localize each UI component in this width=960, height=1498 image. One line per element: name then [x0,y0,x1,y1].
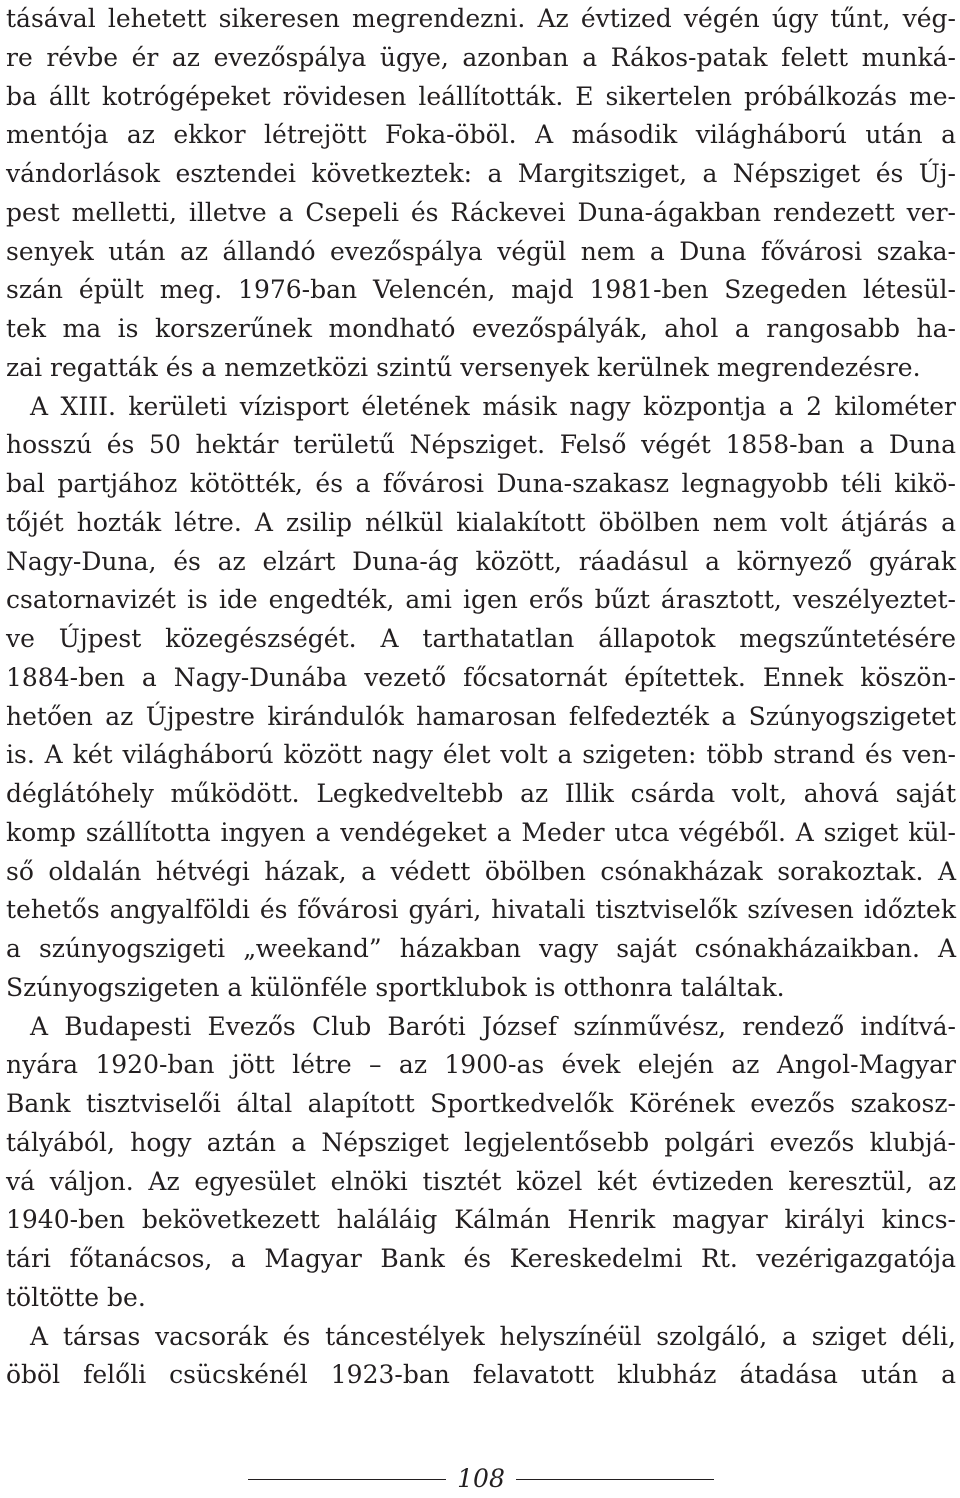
text-line: mentója az ekkor létrejött Foka-öböl. A második világháború után a [6,120,956,150]
text-line: komp szállította ingyen a vendégeket a Meder utca végéből. A sziget kül- [6,817,956,847]
text-line: szán épült meg. 1976-ban Velencén, majd 1981-ben Szegeden létesül- [6,275,956,305]
text-line: tehetős angyalföldi és fővárosi gyári, hivatali tisztviselők szívesen időztek [6,895,956,925]
text-line: A XIII. kerületi vízisport életének másik nagy központja a 2 kilométer [30,391,956,421]
page-number: 108 [457,1464,505,1493]
text-line: tek ma is korszerűnek mondható evezőspályák, ahol a rangosabb ha- [6,314,956,343]
text-line: vá váljon. Az egyesület elnöki tisztét közel két évtizeden keresztül, az [6,1166,956,1196]
text-line: Nagy-Duna, és az elzárt Duna-ág között, ráadásul a környező gyárak [6,546,956,576]
text-line: tári főtanácsos, a Magyar Bank és Kereskedelmi Rt. vezérigazgatója [6,1244,956,1273]
text-line: a szúnyogszigeti „weekand” házakban vagy saját csónakházaikban. A [6,934,956,963]
text-line: töltötte be. [6,1282,146,1312]
text-line: pest melletti, illetve a Csepeli és Ráckevei Duna-ágakban rendezett ver- [6,197,956,227]
body-text [6,0,956,1395]
text-line: öböl felőli csücskénél 1923-ban felavatott klubház átadása után a [6,1360,956,1390]
footer-rule-right [516,1479,714,1480]
text-line: hetően az Újpestre kirándulók hamarosan felfedezték a Szúnyogszigetet [6,701,956,731]
text-line: ba állt kotrógépeket rövidesen leállították. E sikertelen próbálkozás me- [6,81,956,111]
text-line: Szúnyogszigeten a különféle sportklubok is otthonra találtak. [6,972,785,1002]
text-line: déglátóhely működött. Legkedveltebb az Illik csárda volt, ahová saját [6,779,956,808]
text-line: re révbe ér az evezőspálya ügye, azonban a Rákos-patak felett munká- [6,42,956,72]
text-line: 1884-ben a Nagy-Dunába vezető főcsatornát építettek. Ennek köszön- [6,662,956,692]
text-line: zai regatták és a nemzetközi szintű versenyek kerülnek megrendezésre. [6,352,921,382]
text-line: 1940-ben bekövetkezett haláláig Kálmán Henrik magyar királyi kincs- [6,1205,956,1235]
text-line: A Budapesti Evezős Club Baróti József színművész, rendező indítvá- [30,1011,956,1041]
footer-rule-left [248,1479,446,1480]
text-line: vándorlások esztendei következtek: a Margitsziget, a Népsziget és Új- [6,159,956,188]
text-line: is. A két világháború között nagy élet volt a szigeten: több strand és ven- [6,740,956,770]
text-line: senyek után az állandó evezőspálya végül nem a Duna fővárosi szaka- [6,236,956,266]
text-line: ve Újpest közegészségét. A tarthatatlan állapotok megszűntetésére [6,624,956,653]
text-line: tőjét hozták létre. A zsilip nélkül kialakított öbölben nem volt átjárás a [6,507,956,537]
text-line: nyára 1920-ban jött létre – az 1900-as évek elején az Angol-Magyar [6,1050,956,1080]
text-line: A társas vacsorák és táncestélyek helyszínéül szolgáló, a sziget déli, [30,1321,956,1351]
page-footer [0,1462,960,1498]
text-line: tályából, hogy aztán a Népsziget legjelentősebb polgári evezős klubjá- [6,1127,956,1157]
text-line: Bank tisztviselői által alapított Sportkedvelők Körének evezős szakosz- [6,1089,956,1118]
text-line: hosszú és 50 hektár területű Népsziget. Felső végét 1858-ban a Duna [6,430,956,460]
text-line: bal partjához kötötték, és a fővárosi Duna-szakasz legnagyobb téli kikö- [6,469,956,498]
text-line: tásával lehetett sikeresen megrendezni. Az évtized végén úgy tűnt, vég- [6,4,956,33]
text-line: csatornavizét is ide engedték, ami igen erős bűzt árasztott, veszélyeztet- [6,585,956,615]
text-line: ső oldalán hétvégi házak, a védett öbölben csónakházak sorakoztak. A [6,856,956,886]
